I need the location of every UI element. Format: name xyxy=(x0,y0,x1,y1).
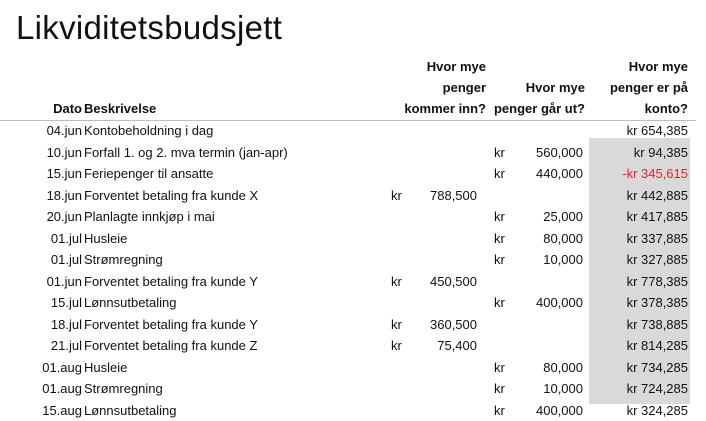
header-konto-line2: penger er på xyxy=(610,77,688,98)
row-out-amount: 400,000 xyxy=(536,292,583,314)
row-out-currency: kr xyxy=(494,357,505,379)
row-date: 01.jul xyxy=(51,228,82,250)
row-balance: kr 378,385 xyxy=(627,292,688,314)
row-description: Husleie xyxy=(84,357,127,379)
row-out-amount: 80,000 xyxy=(543,357,583,379)
table-row xyxy=(0,120,706,142)
row-in-currency: kr xyxy=(391,185,402,207)
row-balance: kr 94,385 xyxy=(634,142,688,164)
row-date: 15.aug xyxy=(42,400,82,421)
row-in-amount: 788,500 xyxy=(430,185,477,207)
table-row xyxy=(0,142,706,164)
row-date: 01.jul xyxy=(51,249,82,271)
row-in-currency: kr xyxy=(391,335,402,357)
header-ut-line1: Hvor mye xyxy=(494,77,585,98)
row-date: 18.jun xyxy=(47,185,82,207)
row-date: 01.aug xyxy=(42,357,82,379)
row-out-amount: 25,000 xyxy=(543,206,583,228)
row-in-amount: 360,500 xyxy=(430,314,477,336)
row-in-currency: kr xyxy=(391,271,402,293)
row-out-currency: kr xyxy=(494,163,505,185)
row-out-currency: kr xyxy=(494,142,505,164)
row-balance: kr 324,285 xyxy=(627,400,688,421)
table-row xyxy=(0,292,706,314)
table-row xyxy=(0,357,706,379)
row-out-amount: 10,000 xyxy=(543,378,583,400)
row-out-amount: 560,000 xyxy=(536,142,583,164)
header-inn-line2: penger xyxy=(404,77,486,98)
row-out-amount: 440,000 xyxy=(536,163,583,185)
row-balance: kr 442,885 xyxy=(627,185,688,207)
row-description: Feriepenger til ansatte xyxy=(84,163,213,185)
table-row xyxy=(0,314,706,336)
row-out-currency: kr xyxy=(494,400,505,421)
table-row xyxy=(0,228,706,250)
row-balance: kr 417,885 xyxy=(627,206,688,228)
page-title: Likviditetsbudsjett xyxy=(16,4,282,52)
row-in-amount: 450,500 xyxy=(430,271,477,293)
header-ut xyxy=(494,77,585,119)
header-inn-line1: Hvor mye xyxy=(404,56,486,77)
row-date: 15.jul xyxy=(51,292,82,314)
row-description: Forventet betaling fra kunde Y xyxy=(84,271,258,293)
row-balance: kr 327,885 xyxy=(627,249,688,271)
row-description: Lønnsutbetaling xyxy=(84,292,177,314)
row-description: Strømregning xyxy=(84,378,163,400)
header-beskrivelse: Beskrivelse xyxy=(84,98,156,119)
header-konto-line3: konto? xyxy=(610,98,688,119)
row-date: 21.jul xyxy=(51,335,82,357)
row-description: Forventet betaling fra kunde Y xyxy=(84,314,258,336)
row-out-currency: kr xyxy=(494,249,505,271)
row-date: 10.jun xyxy=(47,142,82,164)
row-out-amount: 80,000 xyxy=(543,228,583,250)
header-konto xyxy=(610,56,688,119)
row-balance: -kr 345,615 xyxy=(622,163,688,185)
header-dato: Dato xyxy=(53,98,82,119)
row-out-amount: 400,000 xyxy=(536,400,583,421)
row-description: Forventet betaling fra kunde X xyxy=(84,185,258,207)
table-row xyxy=(0,185,706,207)
row-in-amount: 75,400 xyxy=(437,335,477,357)
row-date: 20.jun xyxy=(47,206,82,228)
header-konto-line1: Hvor mye xyxy=(610,56,688,77)
row-description: Kontobeholdning i dag xyxy=(84,120,213,142)
row-description: Forventet betaling fra kunde Z xyxy=(84,335,257,357)
row-date: 04.jun xyxy=(47,120,82,142)
row-balance: kr 724,285 xyxy=(627,378,688,400)
row-out-amount: 10,000 xyxy=(543,249,583,271)
table-row xyxy=(0,206,706,228)
table-row xyxy=(0,271,706,293)
row-date: 01.jun xyxy=(47,271,82,293)
row-description: Husleie xyxy=(84,228,127,250)
row-date: 15.jun xyxy=(47,163,82,185)
row-balance: kr 814,285 xyxy=(627,335,688,357)
header-ut-line2: penger går ut? xyxy=(494,98,585,119)
row-description: Forfall 1. og 2. mva termin (jan-apr) xyxy=(84,142,288,164)
table-row xyxy=(0,163,706,185)
row-out-currency: kr xyxy=(494,378,505,400)
row-balance: kr 778,385 xyxy=(627,271,688,293)
row-out-currency: kr xyxy=(494,292,505,314)
row-description: Strømregning xyxy=(84,249,163,271)
row-balance: kr 337,885 xyxy=(627,228,688,250)
header-inn-line3: kommer inn? xyxy=(404,98,486,119)
table-row xyxy=(0,335,706,357)
row-date: 18.jul xyxy=(51,314,82,336)
row-date: 01.aug xyxy=(42,378,82,400)
row-balance: kr 734,285 xyxy=(627,357,688,379)
row-balance: kr 738,885 xyxy=(627,314,688,336)
row-balance: kr 654,385 xyxy=(627,120,688,142)
row-out-currency: kr xyxy=(494,228,505,250)
row-out-currency: kr xyxy=(494,206,505,228)
row-description: Planlagte innkjøp i mai xyxy=(84,206,215,228)
table-row xyxy=(0,249,706,271)
header-inn xyxy=(404,56,486,119)
table-row xyxy=(0,378,706,400)
row-in-currency: kr xyxy=(391,314,402,336)
table-row xyxy=(0,400,706,421)
budget-table xyxy=(0,120,706,421)
row-description: Lønnsutbetaling xyxy=(84,400,177,421)
